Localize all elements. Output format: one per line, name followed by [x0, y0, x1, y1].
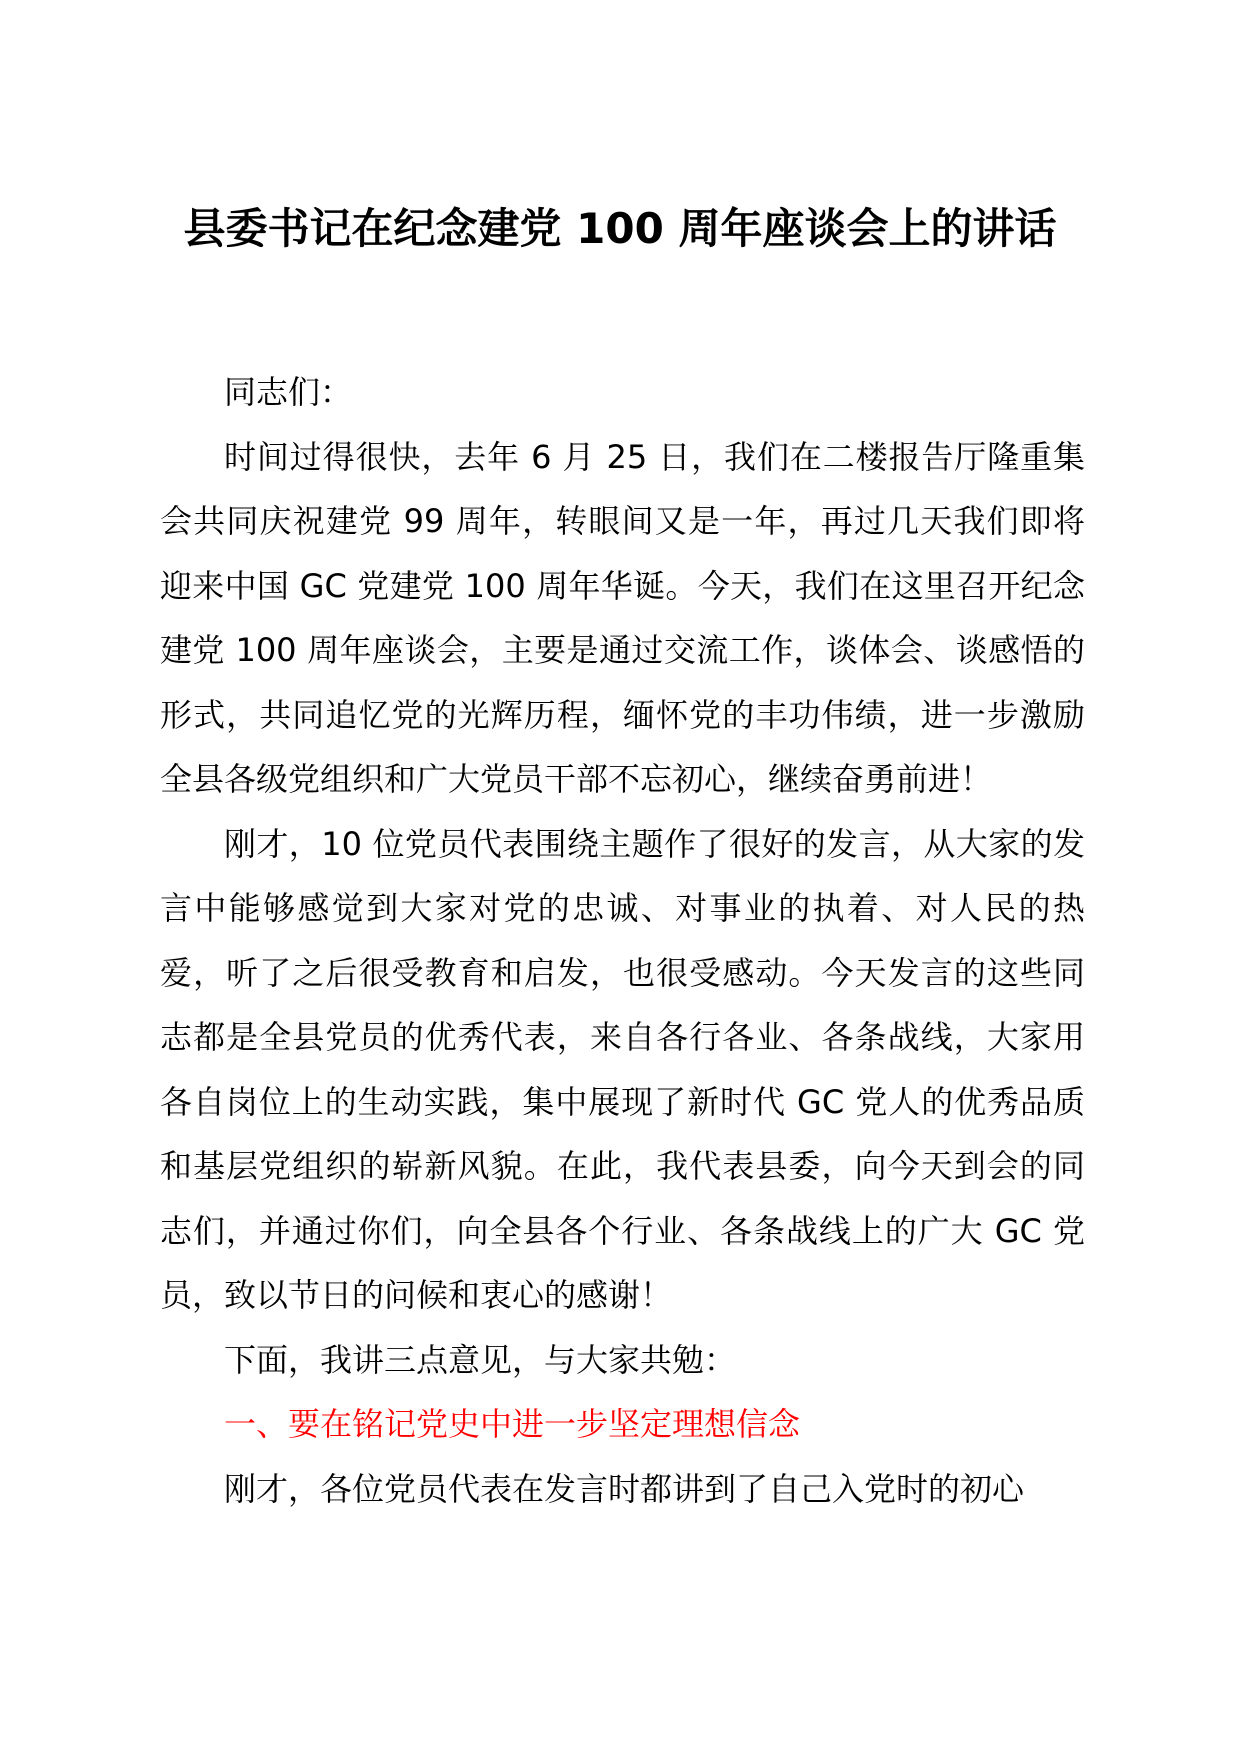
document-body	[160, 360, 1085, 1521]
paragraph-thanks: 刚才，10 位党员代表围绕主题作了很好的发言，从大家的发言中能够感觉到大家对党的忠诚、对事业的执着、对人民的热爱，听了之后很受教育和启发，也很受感动。今天发言的这些同志都是全县党员的优秀代表，来自各行各业、各条战线，大家用各自岗位上的生动实践，集中展现了新时代 GC 党人的优秀品质和基层党组织的崭新风貌。在此，我代表县委，向今天到会的同志们，并通过你们，向全县各个行业、各条战线上的广大 GC 党员，致以节日的问候和衷心的感谢！	[160, 824, 1085, 1314]
section-heading-one: 一、要在铭记党史中进一步坚定理想信念	[224, 1405, 801, 1443]
paragraph-section-one-start: 刚才，各位党员代表在发言时都讲到了自己入党时的初心	[224, 1469, 1025, 1508]
document-title: 县委书记在纪念建党 100 周年座谈会上的讲话	[183, 204, 1057, 253]
salutation: 同志们：	[224, 373, 353, 411]
paragraph-outline: 下面，我讲三点意见，与大家共勉：	[224, 1340, 737, 1379]
paragraph-intro: 时间过得很快，去年 6 月 25 日，我们在二楼报告厅隆重集会共同庆祝建党 99 周年，转眼间又是一年，再过几天我们即将迎来中国 GC 党建党 100 周年华诞。今天，我们在这里召开纪念建党 100 周年座谈会，主要是通过交流工作，谈体会、谈感悟的形式，共同追忆党的光辉历程，缅怀党的丰功伟绩，进一步激励全县各级党组织和广大党员干部不忘初心，继续奋勇前进！	[160, 437, 1085, 798]
